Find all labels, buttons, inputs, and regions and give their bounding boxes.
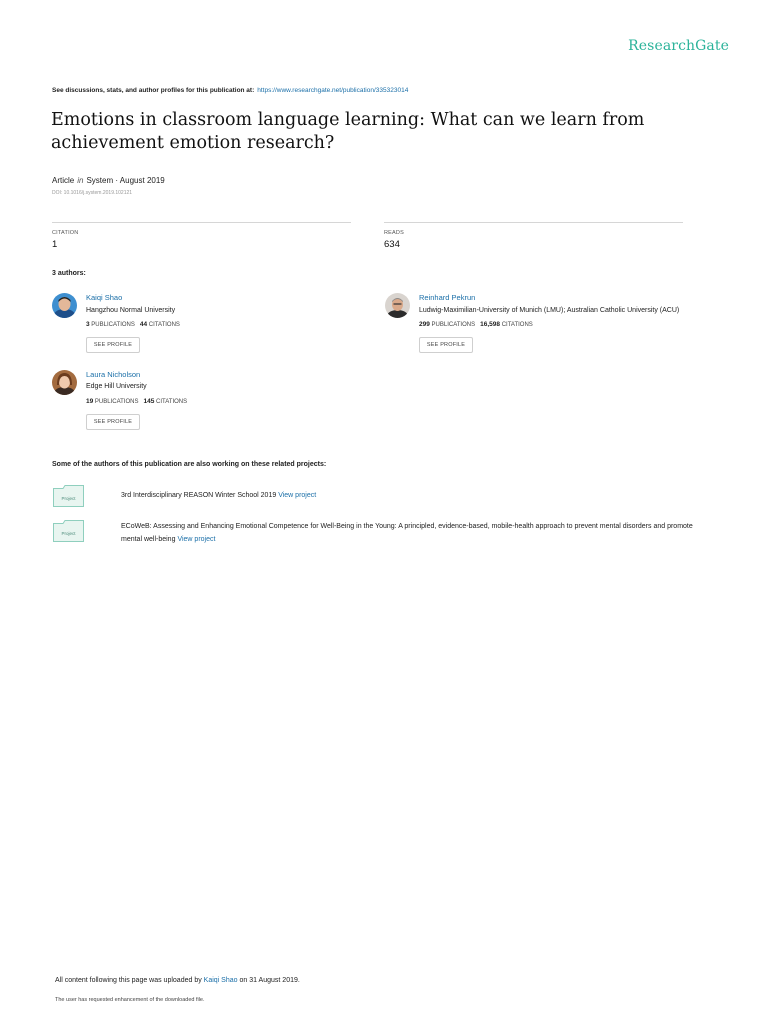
- venue-date: System · August 2019: [86, 176, 165, 185]
- reads-label: READS: [384, 230, 404, 236]
- publication-url-link[interactable]: https://www.researchgate.net/publication/335323014: [257, 87, 409, 94]
- publications-label: PUBLICATIONS: [94, 399, 139, 405]
- discussion-prefix: See discussions, stats, and author profiles for this publication at:: [52, 87, 255, 94]
- project-item: [121, 520, 701, 546]
- author-institution: Edge Hill University: [86, 383, 147, 390]
- divider-right: [384, 222, 683, 223]
- view-project-link[interactable]: View project: [177, 536, 216, 543]
- citations-label: CITATIONS: [148, 322, 180, 328]
- citations-count: 44: [139, 321, 148, 328]
- article-type: Article: [52, 176, 75, 185]
- see-profile-button[interactable]: SEE PROFILE: [86, 414, 140, 430]
- author-stats: [419, 321, 533, 328]
- author-name-link[interactable]: Reinhard Pekrun: [419, 293, 476, 302]
- see-profile-button[interactable]: SEE PROFILE: [419, 337, 473, 353]
- uploader-link[interactable]: Kaiqi Shao: [203, 977, 238, 984]
- author-stats: [86, 398, 187, 405]
- citations-count: 145: [143, 398, 155, 405]
- upload-prefix: All content following this page was uploaded by: [55, 977, 202, 984]
- upload-suffix: on 31 August 2019.: [239, 977, 300, 984]
- publications-count: 19: [86, 398, 94, 405]
- citations-label: CITATIONS: [501, 322, 533, 328]
- citations-label: CITATIONS: [156, 399, 188, 405]
- project-title: ECoWeB: Assessing and Enhancing Emotional Competence for Well-Being in the Young: A principled, evidence-based, mobile-health approach to prevent mental disorders and promote mental well-being: [121, 523, 693, 543]
- paper-title: Emotions in classroom language learning: What can we learn from achievement emotion research?: [51, 110, 645, 153]
- project-title: 3rd Interdisciplinary REASON Winter School 2019: [121, 492, 277, 499]
- in-word: in: [77, 176, 84, 185]
- citation-label: CITATION: [52, 230, 79, 236]
- author-name-link[interactable]: Kaiqi Shao: [86, 293, 123, 302]
- project-icon-label: Project: [61, 496, 76, 501]
- citations-count: 16,598: [480, 321, 501, 328]
- project-icon[interactable]: [53, 485, 84, 507]
- avatar-reinhard-pekrun[interactable]: [385, 293, 410, 318]
- publications-label: PUBLICATIONS: [91, 322, 135, 328]
- publications-count: 299: [419, 321, 430, 328]
- paper-meta: [52, 176, 165, 185]
- view-project-link[interactable]: View project: [278, 492, 317, 499]
- discussion-line: [52, 87, 408, 94]
- see-profile-button[interactable]: SEE PROFILE: [86, 337, 140, 353]
- project-icon[interactable]: [53, 520, 84, 542]
- related-projects-heading: Some of the authors of this publication are also working on these related projects:: [52, 461, 327, 468]
- project-icon-label: Project: [61, 531, 76, 536]
- avatar-kaiqi-shao[interactable]: [52, 293, 77, 318]
- upload-info: [55, 977, 300, 984]
- authors-heading: 3 authors:: [52, 270, 86, 277]
- author-institution: Ludwig-Maximilian-University of Munich (LMU); Australian Catholic University (ACU): [419, 307, 680, 314]
- enhancement-note: The user has requested enhancement of the downloaded file.: [55, 997, 205, 1003]
- researchgate-logo[interactable]: ResearchGate: [628, 38, 729, 54]
- citation-count: 1: [52, 239, 58, 250]
- reads-count: 634: [384, 239, 400, 250]
- author-institution: Hangzhou Normal University: [86, 307, 176, 314]
- author-stats: [86, 321, 180, 328]
- doi-text: DOI: 10.1016/j.system.2019.102121: [52, 190, 133, 196]
- publications-count: 3: [86, 321, 90, 328]
- author-name-link[interactable]: Laura Nicholson: [86, 370, 141, 379]
- divider-left: [52, 222, 351, 223]
- avatar-laura-nicholson[interactable]: [52, 370, 77, 395]
- project-item: [121, 489, 701, 502]
- publications-label: PUBLICATIONS: [431, 322, 476, 328]
